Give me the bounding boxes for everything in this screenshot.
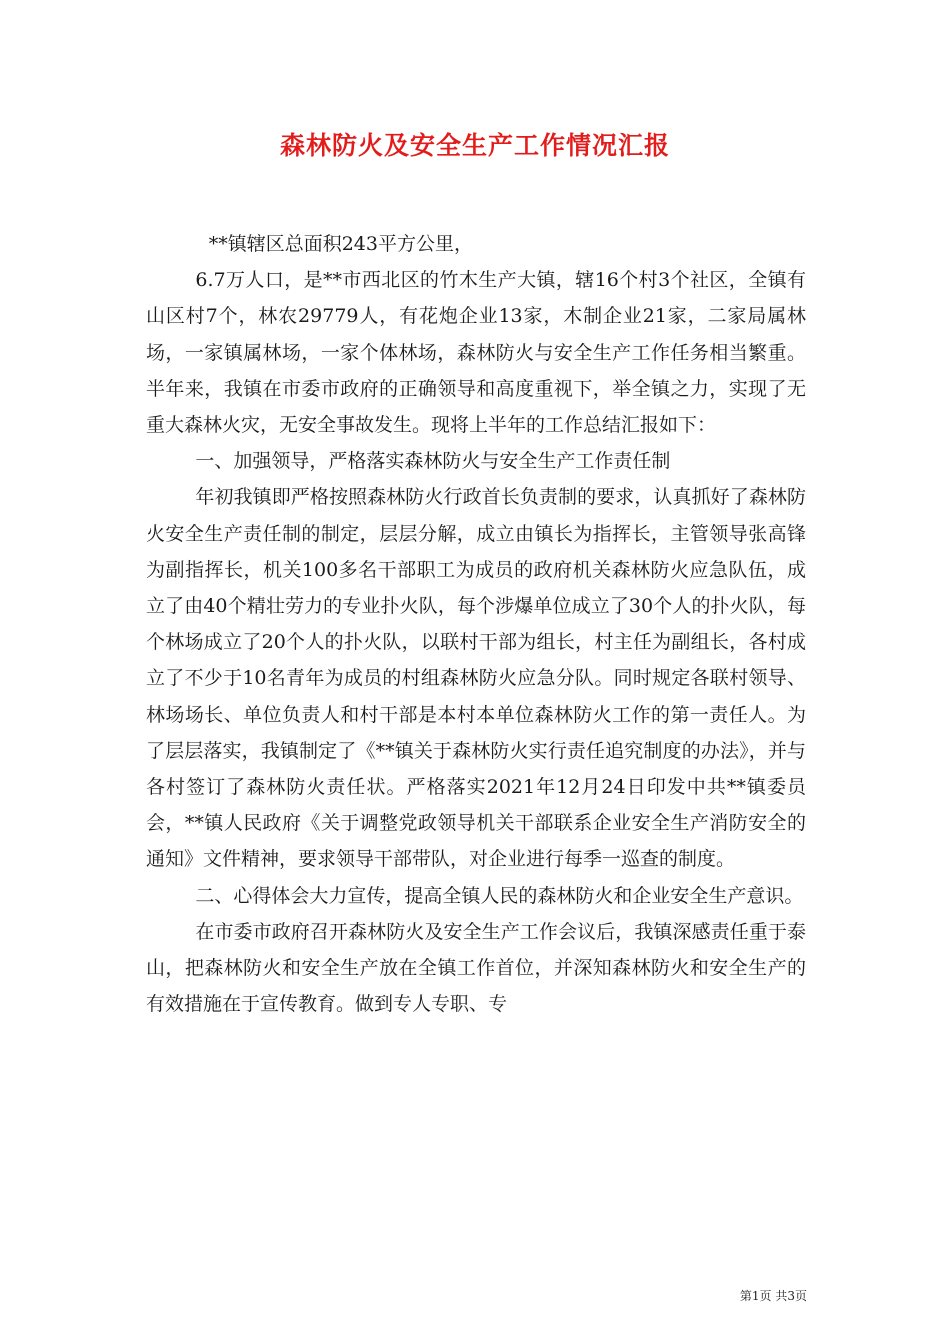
document-title: 森林防火及安全生产工作情况汇报 [279,131,670,160]
paragraph-section-1: 年初我镇即严格按照森林防火行政首长负责制的要求，认真抓好了森林防火安全生产责任制的制定，层层分解，成立由镇长为指挥长，主管领导张高锋为副指挥长，机关100多名干部职工为成员的政府机关森林防火应急队伍，成立了由40个精壮劳力的专业扑火队，每个涉爆单位成立了30个人的扑火队，每个林场成立了20个人的扑火队，以联村干部为组长，村主任为副组长，各村成立了不少于10名青年为成员的村组森林防火应急分队。同时规定各联村领导、林场场长、单位负责人和村干部是本村本单位森林防火工作的第一责任人。为了层层落实，我镇制定了《**镇关于森林防火实行责任追究制度的办法》，并与各村签订了森林防火责任状。严格落实2021年12月24日印发中共**镇委员会，**镇人民政府《关于调整党政领导机关干部联系企业安全生产消防安全的通知》文件精神，要求领导干部带队，对企业进行每季一巡查的制度。 [146,486,806,871]
section-heading-1: 一、加强领导，严格落实森林防火与安全生产工作责任制 [195,450,671,473]
page-number: 第1页 共3页 [739,1289,807,1303]
paragraph-section-2: 在市委市政府召开森林防火及安全生产工作会议后，我镇深感责任重于泰山，把森林防火和安全生产放在全镇工作首位，并深知森林防火和安全生产的有效措施在于宣传教育。做到专人专职、专 [146,920,806,1016]
document-body [146,226,806,1022]
section-heading-2: 二、心得体会大力宣传，提高全镇人民的森林防火和企业安全生产意识。 [195,884,804,907]
paragraph-intro: **镇辖区总面积243平方公里， [208,233,473,255]
paragraph-overview: 6.7万人口，是**市西北区的竹木生产大镇，辖16个村3个社区，全镇有山区村7个，林农29779人，有花炮企业13家，木制企业21家，二家局属林场，一家镇属林场，一家个体林场，森林防火与安全生产工作任务相当繁重。半年来，我镇在市委市政府的正确领导和高度重视下，举全镇之力，实现了无重大森林火灾，无安全事故发生。现将上半年的工作总结汇报如下： [146,269,806,437]
